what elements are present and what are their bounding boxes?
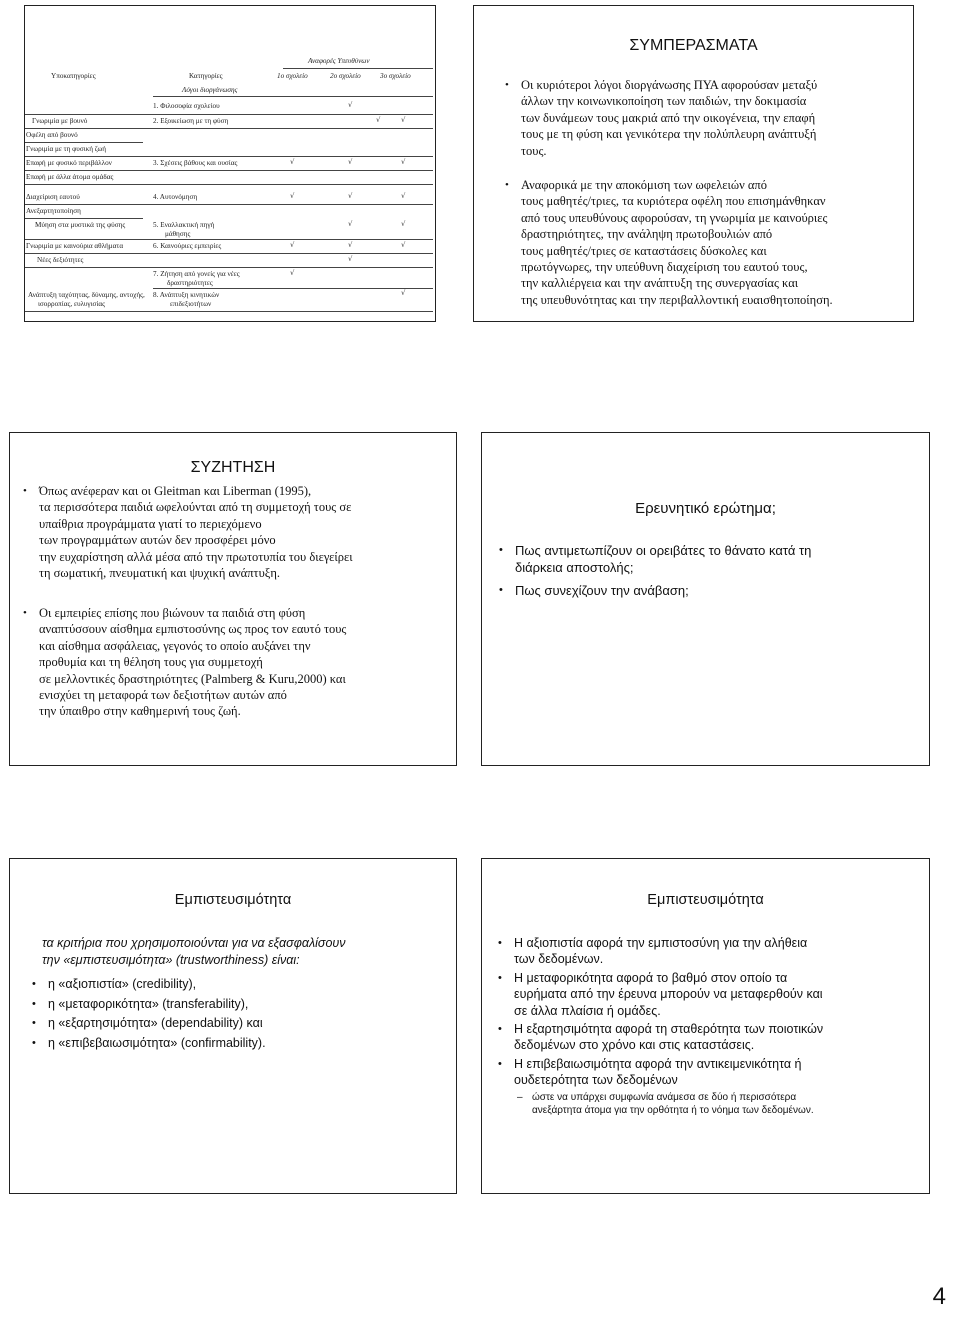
- bullet-item: [499, 582, 689, 599]
- text-line: σε άλλα πλαίσια ή ομάδες.: [514, 1003, 661, 1018]
- subcategory-cont: ισορροπίας, ευλυγισίας: [38, 300, 105, 308]
- bullet-icon: •: [498, 937, 502, 949]
- bullet-item: [498, 1021, 824, 1054]
- text-line: Οι εμπειρίες επίσης που βιώνουν τα παιδιά στη φύση: [39, 606, 306, 620]
- text-line: Πως συνεχίζουν την ανάβαση;: [515, 583, 689, 598]
- bullet-icon: •: [32, 997, 36, 1010]
- list-item: [32, 1034, 266, 1054]
- rule: [25, 170, 433, 171]
- slide-title: ΣΥΖΗΤΗΣΗ: [190, 459, 276, 476]
- text-line: την «εμπιστευσιμότητα» (trustworthiness) είναι:: [42, 953, 300, 967]
- text-line: σε μελλοντικές δραστηριότητες (Palmberg & Kuru,2000) και: [39, 671, 346, 686]
- category-8: 8. Ανάπτυξη κινητικών: [153, 291, 220, 299]
- text-line: τους με τη φύση και γενικότερα την πολύπλευρη ανάπτυξή: [521, 127, 817, 142]
- check-icon: √: [348, 241, 353, 249]
- slide-research-question: [481, 432, 930, 766]
- rule: [25, 218, 143, 219]
- text-line: ενισχύει τη μεταφορά των δεξιοτήτων αυτών από: [39, 688, 287, 703]
- subcategory: Νέες δεξιότητες: [37, 256, 84, 264]
- text-line: Αναφορικά με την αποκόμιση των ωφελειών από: [521, 178, 767, 192]
- col-subcategories: Υποκατηγορίες: [51, 72, 96, 80]
- col-categories: Κατηγορίες: [189, 72, 223, 80]
- school-3: 3ο σχολείο: [380, 72, 411, 80]
- subcategory: Ανάπτυξη ταχύτητας, δύναμης, αντοχής,: [28, 291, 145, 299]
- bullet-icon: •: [498, 1058, 502, 1070]
- category-1: 1. Φιλοσοφία σχολείου: [153, 102, 220, 110]
- text-line: η «μεταφορικότητα» (transferability),: [48, 996, 249, 1011]
- check-icon: √: [290, 269, 295, 277]
- subcategory: Γνωριμία με βουνό: [32, 117, 88, 125]
- bullet-item: [498, 1056, 802, 1089]
- text-line: Πως αντιμετωπίζουν οι ορειβάτες το θάνατο κατά τη: [515, 543, 812, 558]
- check-icon: √: [401, 192, 406, 200]
- check-icon: √: [401, 289, 406, 297]
- header-rule: [283, 68, 433, 69]
- slide-trustworthiness-criteria: [9, 858, 457, 1194]
- rule: [25, 142, 143, 143]
- slide-trustworthiness-definitions: [481, 858, 930, 1194]
- category-7: 7. Ζήτηση από γονείς για νέες: [153, 270, 240, 278]
- subcategory: Ανεξαρτητοποίηση: [26, 207, 81, 215]
- bullet-icon: •: [498, 972, 502, 984]
- rule: [25, 253, 433, 254]
- intro-text: [42, 935, 346, 969]
- bullet-icon: •: [499, 544, 503, 556]
- text-line: διάρκεια αποστολής;: [515, 560, 634, 575]
- check-icon: √: [348, 220, 353, 228]
- text-line: Όπως ανέφεραν και οι Gleitman και Liberman (1995),: [39, 484, 312, 498]
- slide-reasons-table: [24, 5, 436, 322]
- text-line: Η εξαρτησιμότητα αφορά τη σταθερότητα των ποιοτικών: [514, 1022, 824, 1036]
- text-line: δραστηριότητες, την ανάληψη πρωτοβουλιών από: [521, 227, 773, 242]
- text-line: τα περισσότερα παιδιά ωφελούνται από τη συμμετοχή τους σε: [39, 500, 352, 515]
- rule: [25, 156, 433, 157]
- text-line: δεδομένων στο χρόνο και στις καταστάσεις.: [514, 1038, 755, 1053]
- rule: [25, 311, 433, 312]
- category-4: 4. Αυτονόμηση: [153, 193, 198, 201]
- check-icon: √: [348, 101, 353, 109]
- text-line: τους.: [521, 143, 547, 158]
- bullet-item: [23, 605, 347, 720]
- check-icon: √: [290, 158, 295, 166]
- rule: [25, 114, 433, 115]
- bullet-icon: •: [32, 1017, 36, 1030]
- category-8-cont: επιδεξιοτήτων: [170, 300, 212, 308]
- check-icon: √: [348, 192, 353, 200]
- subcategory: Επαφή με φυσικό περιβάλλον: [26, 159, 112, 167]
- text-line: τους μαθητές/τριες σε καταστάσεις δύσκολες και: [521, 243, 767, 258]
- bullet-icon: •: [23, 607, 27, 619]
- subcategory: Οφέλη από βουνό: [26, 131, 78, 139]
- text-line: τα κριτήρια που χρησιμοποιούνται για να εξασφαλίσουν: [42, 936, 346, 950]
- text-line: Οι κυριότεροι λόγοι διοργάνωσης ΠΥΑ αφορούσαν μεταξύ: [521, 78, 818, 92]
- subcategory: Επαφή με άλλα άτομα ομάδας: [26, 173, 114, 181]
- subcategory: Γνωριμία με καινούρια αθλήματα: [26, 242, 124, 250]
- text-line: την καλλιέργεια και την ανάπτυξη της συνεργασίας και: [521, 276, 799, 291]
- criteria-list: [32, 975, 266, 1053]
- bullet-item: [505, 177, 833, 308]
- bullet-icon: •: [498, 1023, 502, 1035]
- text-line: από τους υπευθύνους αφορούσαν, τη γνωριμία με καινούριες: [521, 210, 828, 225]
- bullet-icon: •: [32, 1036, 36, 1049]
- subcategory: Μύηση στα μυστικά της φύσης: [35, 221, 126, 229]
- bullet-item: [498, 970, 823, 1019]
- check-icon: √: [348, 255, 353, 263]
- slide-title: Εμπιστευσιμότητα: [174, 892, 292, 908]
- text-line: της υπευθυνότητας και την περιβαλλοντική ευαισθητοποίηση.: [521, 292, 833, 307]
- rule: [25, 184, 433, 185]
- text-line: η «επιβεβαιωσιμότητα» (confirmability).: [48, 1035, 266, 1050]
- text-line: τους μαθητές/τριες, τα κυριότερα οφέλη που επισημάνθηκαν: [521, 194, 826, 209]
- text-line: την ύπαιθρο στην καθημερινή τους ζωή.: [39, 704, 241, 719]
- dash-icon: –: [517, 1092, 523, 1103]
- col-reasons: Λόγοι διοργάνωσης: [182, 86, 238, 94]
- text-line: Η επιβεβαιωσιμότητα αφορά την αντικειμενικότητα ή: [514, 1057, 802, 1071]
- rule: [153, 96, 433, 97]
- slide-title: Εμπιστευσιμότητα: [647, 892, 764, 908]
- bullet-icon: •: [32, 978, 36, 990]
- category-3: 3. Σχέσεις βάθους και ουσίας: [153, 159, 238, 167]
- text-line: η «αξιοπιστία» (credibility),: [48, 977, 197, 991]
- text-line: ώστε να υπάρχει συμφωνία ανάμεσα σε δύο ή περισσότερα: [532, 1092, 797, 1103]
- check-icon: √: [290, 241, 295, 249]
- text-line: των δυνάμεων τους μακριά από την οικογένεια, την επαφή: [521, 110, 816, 125]
- bullet-icon: •: [499, 584, 503, 596]
- slide-title: ΣΥΜΠΕΡΑΣΜΑΤΑ: [629, 37, 758, 54]
- text-line: την ευχαρίστηση αλλά μέσα από την πρωτοτυπία του διεγείρει: [39, 549, 353, 564]
- rule: [153, 288, 433, 289]
- check-icon: √: [401, 158, 406, 166]
- category-7-cont: δραστηριότητες: [167, 279, 213, 287]
- rule: [25, 239, 433, 240]
- bullet-item: [505, 77, 818, 159]
- text-line: Η αξιοπιστία αφορά την εμπιστοσύνη για την αλήθεια: [514, 936, 808, 950]
- list-item: [32, 975, 266, 995]
- bullet-icon: •: [505, 79, 509, 91]
- list-item: [32, 995, 266, 1015]
- text-line: ανεξάρτητα άτομα για την ορθότητα ή το νόημα των δεδομένων.: [532, 1105, 814, 1116]
- check-icon: √: [401, 220, 406, 228]
- text-line: αναπτύσσουν αίσθημα εμπιστοσύνης ως προς τον εαυτό τους: [39, 622, 347, 637]
- check-icon: √: [348, 158, 353, 166]
- category-5-cont: μάθησης: [165, 230, 191, 238]
- check-icon: √: [401, 241, 406, 249]
- group-header: Αναφορές Υπευθύνων: [308, 57, 370, 65]
- page-number: 4: [932, 1283, 946, 1310]
- slide-discussion: [9, 432, 457, 766]
- subcategory: Διαχείριση εαυτού: [26, 193, 80, 201]
- bullet-item: [499, 542, 812, 576]
- check-icon: √: [290, 192, 295, 200]
- rule: [25, 204, 433, 205]
- text-line: προθυμία και τη θέληση τους για συμμετοχή: [39, 655, 263, 670]
- bullet-icon: •: [505, 179, 509, 191]
- rule: [25, 267, 433, 268]
- category-6: 6. Καινούριες εμπειρίες: [153, 242, 222, 250]
- check-icon: √: [401, 116, 406, 124]
- text-line: των δεδομένων.: [514, 952, 604, 967]
- check-icon: √: [376, 116, 381, 124]
- slide-title: Ερευνητικό ερώτημα;: [635, 500, 776, 517]
- text-line: πρωτόγνωρες, την υπεύθυνη διαχείριση του εαυτού τους,: [521, 260, 808, 275]
- bullet-icon: •: [23, 485, 27, 497]
- list-item: [32, 1014, 266, 1034]
- text-line: υπαίθρια προγράμματα γιατί το περιεχόμενο: [39, 516, 262, 531]
- text-line: των προγραμμάτων αυτών δεν προσφέρει μόνο: [39, 533, 276, 548]
- school-1: 1ο σχολείο: [277, 72, 308, 80]
- text-line: ευρήματα από την έρευνα μπορούν να μεταφερθούν και: [514, 987, 823, 1002]
- category-5: 5. Εναλλακτική πηγή: [153, 221, 215, 229]
- rule: [25, 128, 433, 129]
- school-2: 2ο σχολείο: [330, 72, 361, 80]
- sub-bullet-item: [517, 1091, 814, 1117]
- text-line: άλλων την κοινωνικοποίηση των παιδιών, την δοκιμασία: [521, 94, 807, 109]
- slide-conclusions: [473, 5, 914, 322]
- bullet-item: [498, 935, 808, 968]
- text-line: Η μεταφορικότητα αφορά το βαθμό στον οποίο τα: [514, 971, 788, 985]
- text-line: και αίσθημα ασφάλειας, γεγονός το οποίο αυξάνει την: [39, 638, 311, 653]
- bullet-item: [23, 483, 353, 581]
- text-line: η «εξαρτησιμότητα» (dependability) και: [48, 1016, 263, 1031]
- category-2: 2. Εξοικείωση με τη φύση: [153, 117, 229, 125]
- text-line: τη σωματική, πνευματική και ψυχική ανάπτυξη.: [39, 566, 280, 581]
- text-line: ουδετερότητα των δεδομένων: [514, 1073, 678, 1088]
- subcategory: Γνωριμία με τη φυσική ζωή: [26, 145, 107, 153]
